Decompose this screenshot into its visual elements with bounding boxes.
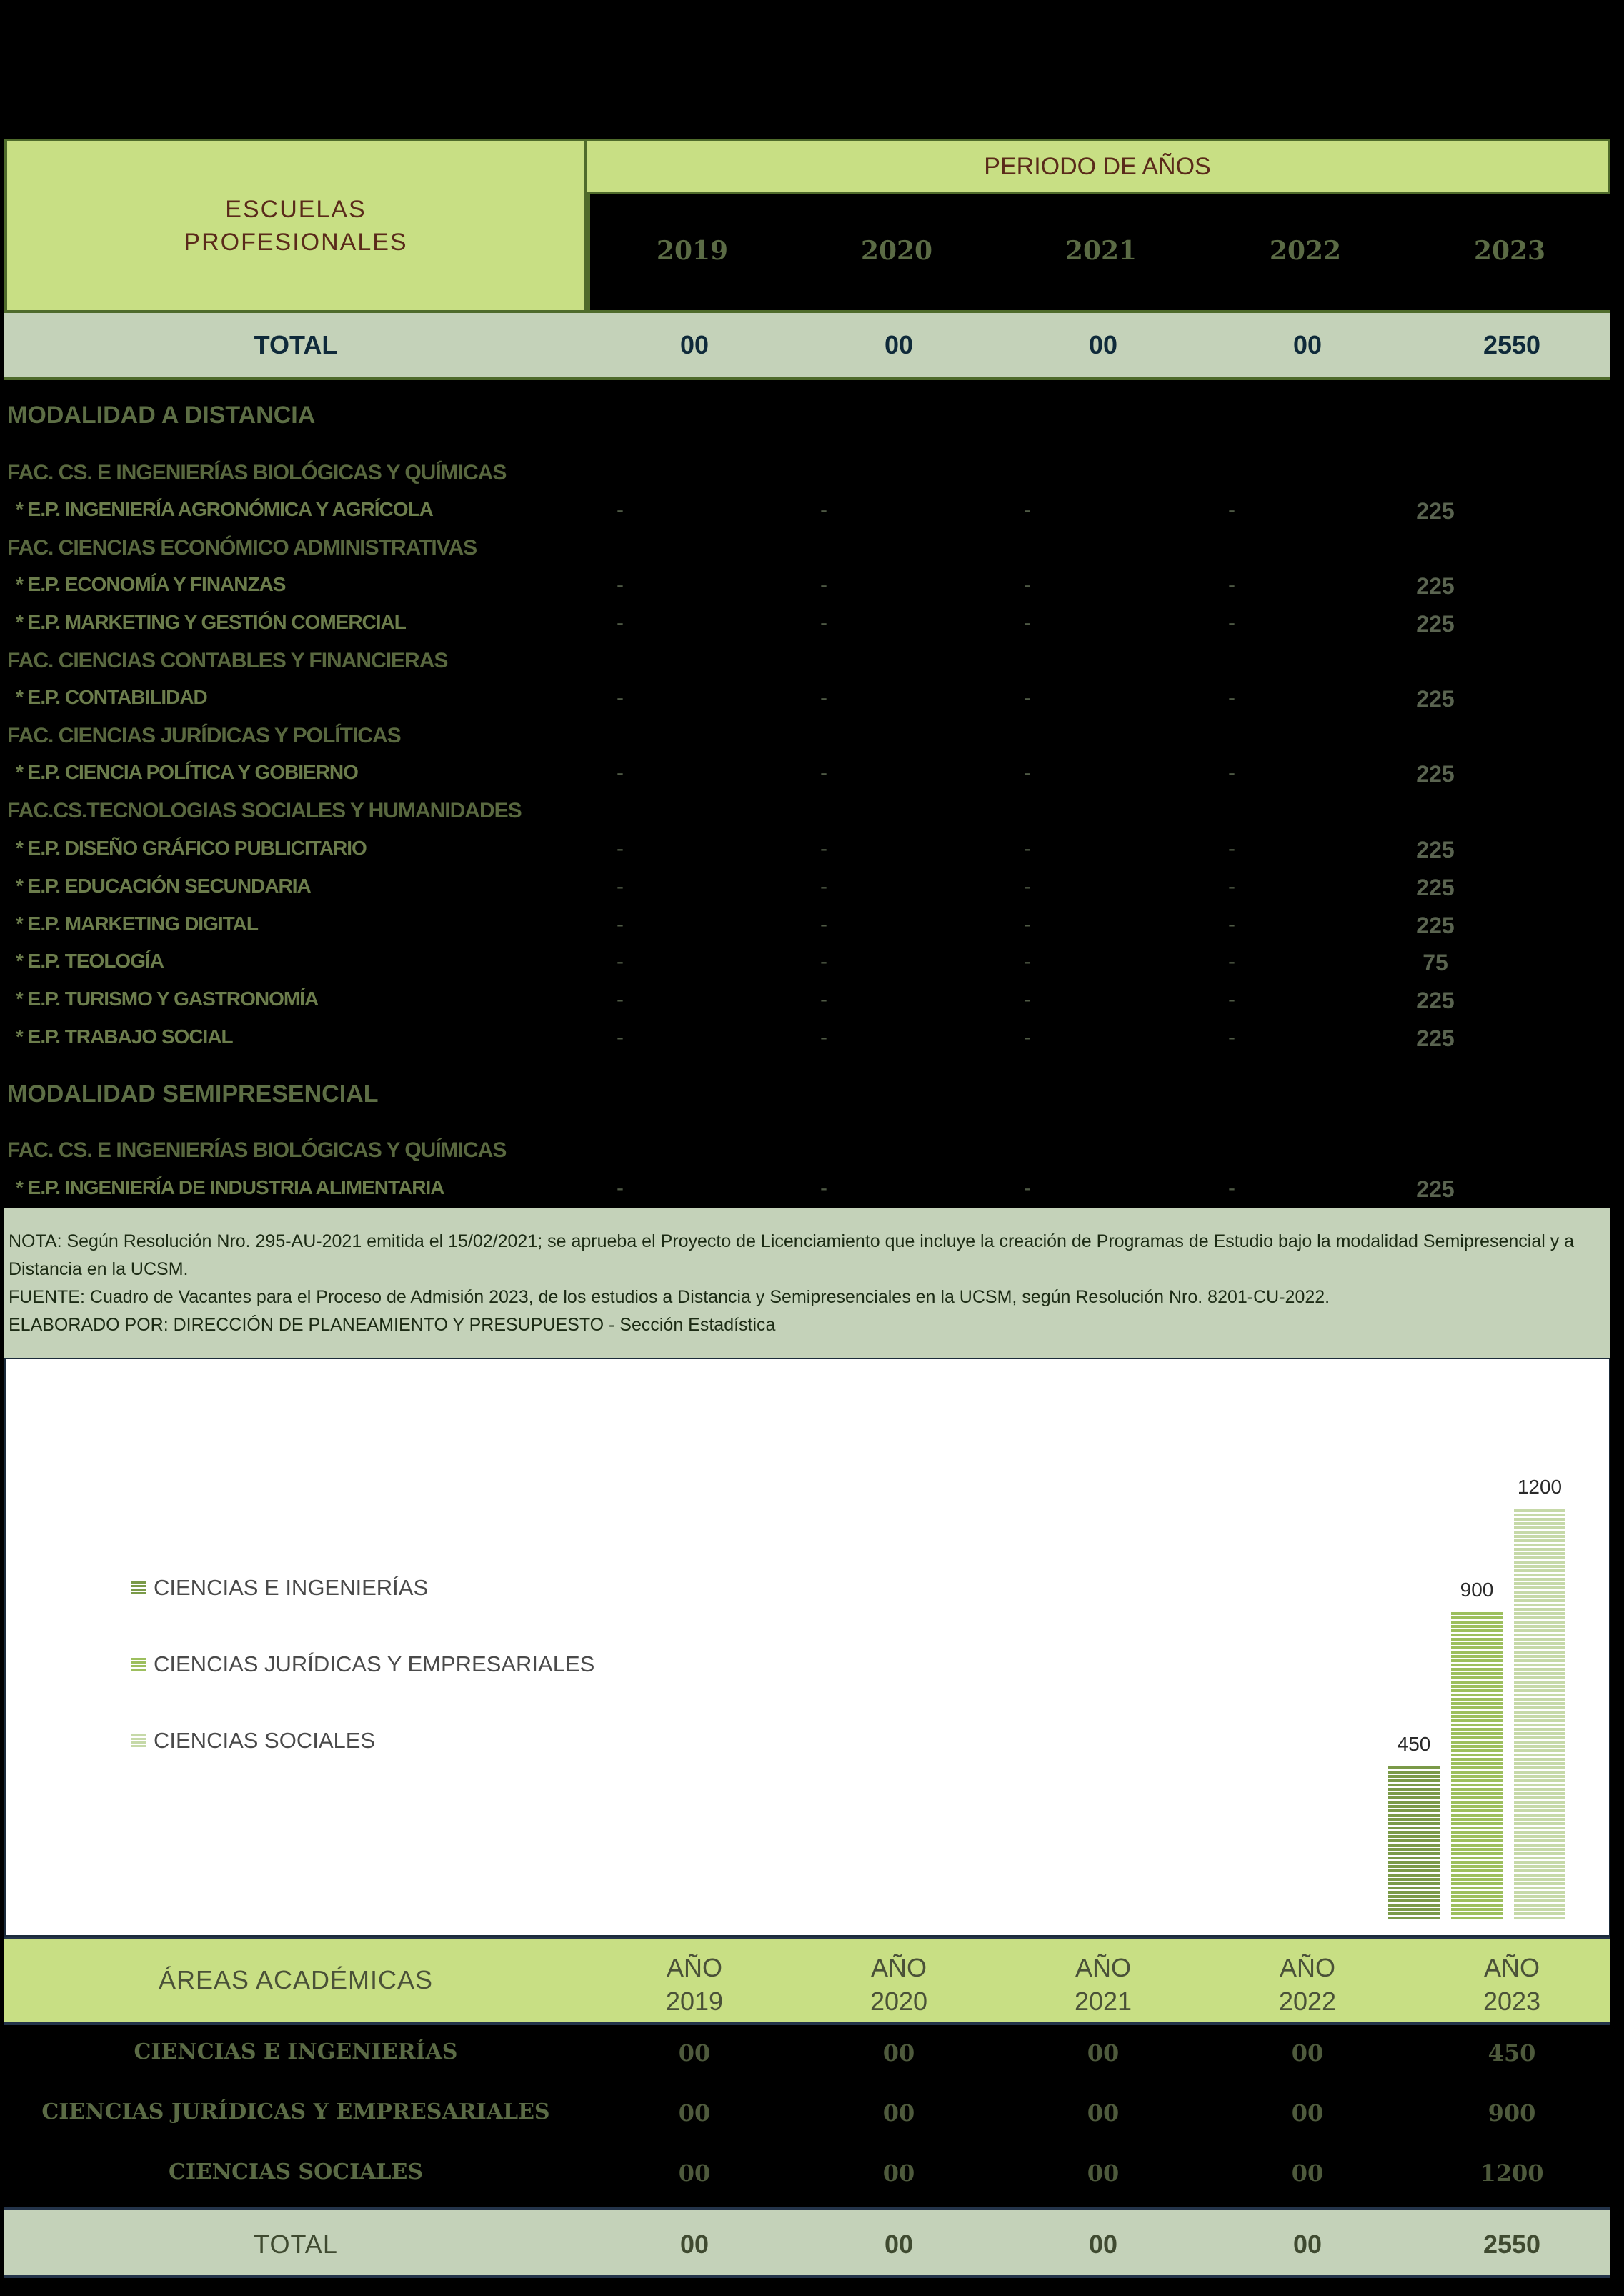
school-row: [0, 761, 1624, 797]
school-value: -: [1024, 686, 1031, 710]
school-value: -: [1024, 1176, 1031, 1200]
periodo-header: PERIODO DE AÑOS: [587, 139, 1610, 194]
school-value: -: [617, 988, 624, 1011]
school-value: -: [1024, 913, 1031, 936]
school-value: -: [1024, 950, 1031, 973]
area-value: 00: [678, 2039, 711, 2067]
school-value: 225: [1416, 913, 1455, 938]
bar-2: [1514, 1509, 1565, 1921]
school-value: 225: [1416, 686, 1455, 712]
area-value: 00: [882, 2099, 915, 2127]
school-value: -: [1024, 988, 1031, 1011]
school-value: -: [1228, 686, 1235, 710]
school-row: [0, 875, 1624, 910]
escuelas-header-line2: PROFESIONALES: [184, 229, 408, 256]
school-name: * E.P. CONTABILIDAD: [16, 686, 207, 708]
school-value: 225: [1416, 611, 1455, 637]
school-value: 225: [1416, 573, 1455, 599]
areas-year-2020: AÑO 2020: [870, 1953, 928, 2016]
school-value: -: [1228, 988, 1235, 1011]
total-row: [4, 313, 1610, 380]
school-value: -: [1024, 1025, 1031, 1049]
school-value: -: [820, 1025, 827, 1049]
area-value: 900: [1488, 2099, 1536, 2127]
total-2019: 00: [679, 330, 709, 359]
source-line: FUENTE: Cuadro de Vacantes para el Proceso de Admisión 2023, de los estudios a Distancia y Semipresenciales en la UCSM, según Resolución Nro. 8201-CU-2022.: [9, 1287, 1330, 1307]
school-value: -: [1228, 1025, 1235, 1049]
school-value: -: [1228, 761, 1235, 785]
school-value: -: [1024, 761, 1031, 785]
areas-total-2021: 00: [1088, 2230, 1118, 2259]
school-row: [0, 837, 1624, 873]
areas-total-2020: 00: [884, 2230, 914, 2259]
escuelas-header: [4, 139, 587, 313]
note-line: Distancia en la UCSM.: [9, 1259, 189, 1279]
author-line: ELABORADO POR: DIRECCIÓN DE PLANEAMIENTO Y PRESUPUESTO - Sección Estadística: [9, 1315, 776, 1335]
school-value: 225: [1416, 498, 1455, 524]
areas-total-label: TOTAL: [254, 2230, 338, 2259]
school-name: * E.P. INGENIERÍA AGRONÓMICA Y AGRÍCOLA: [16, 498, 433, 520]
school-value: -: [1228, 498, 1235, 522]
school-value: -: [617, 573, 624, 597]
area-value: 00: [1291, 2099, 1324, 2127]
area-name: CIENCIAS SOCIALES: [168, 2160, 424, 2185]
years-header: [587, 194, 1610, 313]
school-value: -: [617, 1025, 624, 1049]
area-value: 00: [1087, 2160, 1120, 2187]
school-value: -: [617, 761, 624, 785]
school-value: 225: [1416, 761, 1455, 787]
school-row: [0, 988, 1624, 1023]
school-value: -: [617, 1176, 624, 1200]
faculty-heading: FAC. CIENCIAS CONTABLES Y FINANCIERAS: [7, 649, 448, 672]
total-label: TOTAL: [254, 330, 338, 359]
total-2023: 2550: [1483, 330, 1541, 359]
school-name: * E.P. INGENIERÍA DE INDUSTRIA ALIMENTARIA: [16, 1176, 444, 1198]
school-value: 225: [1416, 875, 1455, 900]
school-value: 225: [1416, 1176, 1455, 1202]
school-value: -: [820, 988, 827, 1011]
school-row: [0, 1025, 1624, 1061]
area-value: 00: [1087, 2099, 1120, 2127]
school-value: -: [1228, 1176, 1235, 1200]
school-value: 225: [1416, 1025, 1455, 1051]
area-row: [4, 2085, 1610, 2145]
areas-title: ÁREAS ACADÉMICAS: [158, 1965, 434, 1994]
school-name: * E.P. MARKETING Y GESTIÓN COMERCIAL: [16, 611, 406, 633]
school-row: [0, 611, 1624, 647]
school-value: -: [820, 875, 827, 898]
year-2022: 2022: [1269, 236, 1342, 266]
year-2019: 2019: [656, 236, 729, 266]
school-value: -: [1024, 837, 1031, 860]
area-value: 00: [1087, 2039, 1120, 2067]
school-value: -: [820, 611, 827, 635]
year-2020: 2020: [860, 236, 933, 266]
area-value: 00: [882, 2160, 915, 2187]
faculty-heading: FAC. CS. E INGENIERÍAS BIOLÓGICAS Y QUÍMICAS: [7, 1138, 507, 1162]
school-value: -: [1228, 875, 1235, 898]
school-name: * E.P. TEOLOGÍA: [16, 950, 164, 972]
school-value: -: [1228, 573, 1235, 597]
school-name: * E.P. EDUCACIÓN SECUNDARIA: [16, 875, 311, 897]
total-2022: 00: [1292, 330, 1322, 359]
school-name: * E.P. MARKETING DIGITAL: [16, 913, 258, 935]
school-value: -: [1024, 875, 1031, 898]
note-line: NOTA: Según Resolución Nro. 295-AU-2021 emitida el 15/02/2021; se aprueba el Proyecto de Licenciamiento que incluye la creación de Programas de Estudio bajo la modalidad Semipresencial y a: [9, 1231, 1575, 1251]
school-name: * E.P. CIENCIA POLÍTICA Y GOBIERNO: [16, 761, 358, 783]
bar-1: [1451, 1612, 1503, 1921]
area-value: 450: [1488, 2039, 1536, 2067]
area-value: 00: [678, 2160, 711, 2187]
total-2020: 00: [884, 330, 914, 359]
areas-header: [4, 1937, 1610, 2025]
areas-year-2019: AÑO 2019: [665, 1953, 724, 2016]
school-value: -: [820, 950, 827, 973]
legend-label: CIENCIAS E INGENIERÍAS: [154, 1575, 429, 1600]
areas-total-2022: 00: [1292, 2230, 1322, 2259]
school-value: -: [617, 611, 624, 635]
faculty-heading: FAC.CS.TECNOLOGIAS SOCIALES Y HUMANIDADES: [7, 799, 522, 823]
area-value: 00: [1291, 2160, 1324, 2187]
section-distancia: MODALIDAD A DISTANCIA: [7, 402, 316, 429]
school-value: -: [820, 837, 827, 860]
year-2021: 2021: [1065, 236, 1137, 266]
section-semipresencial: MODALIDAD SEMIPRESENCIAL: [7, 1080, 379, 1108]
area-value: 00: [678, 2099, 711, 2127]
areas-total-2019: 00: [679, 2230, 709, 2259]
school-value: -: [820, 573, 827, 597]
school-value: 75: [1423, 950, 1448, 975]
legend-label: CIENCIAS SOCIALES: [154, 1728, 376, 1753]
total-2021: 00: [1088, 330, 1118, 359]
school-row: [0, 498, 1624, 534]
school-value: -: [1228, 913, 1235, 936]
school-value: -: [1228, 950, 1235, 973]
areas-year-2023: AÑO 2023: [1483, 1953, 1541, 2016]
school-value: -: [617, 913, 624, 936]
notes-box: [4, 1208, 1610, 1358]
chart-plot: [6, 1359, 1609, 1935]
faculty-heading: FAC. CS. E INGENIERÍAS BIOLÓGICAS Y QUÍMICAS: [7, 461, 507, 484]
school-row: [0, 573, 1624, 609]
faculty-heading: FAC. CIENCIAS ECONÓMICO ADMINISTRATIVAS: [7, 536, 477, 560]
area-value: 1200: [1480, 2160, 1544, 2187]
year-2023: 2023: [1473, 236, 1546, 266]
school-name: * E.P. DISEÑO GRÁFICO PUBLICITARIO: [16, 837, 367, 859]
school-value: -: [1024, 573, 1031, 597]
school-name: * E.P. TRABAJO SOCIAL: [16, 1025, 233, 1048]
bar-value-label: 1200: [1517, 1476, 1563, 1498]
school-name: * E.P. ECONOMÍA Y FINANZAS: [16, 573, 286, 595]
school-value: -: [617, 950, 624, 973]
school-value: -: [1228, 611, 1235, 635]
areas-year-2022: AÑO 2022: [1278, 1953, 1337, 2016]
school-value: -: [617, 686, 624, 710]
school-row: [0, 1176, 1624, 1212]
legend-label: CIENCIAS JURÍDICAS Y EMPRESARIALES: [154, 1651, 595, 1676]
escuelas-header-line1: ESCUELAS: [225, 196, 367, 223]
area-name: CIENCIAS JURÍDICAS Y EMPRESARIALES: [41, 2099, 550, 2124]
bar-chart: [4, 1358, 1610, 1937]
area-row: [4, 2025, 1610, 2085]
school-value: -: [820, 761, 827, 785]
areas-total-row: [4, 2207, 1610, 2278]
school-value: -: [1024, 498, 1031, 522]
area-name: CIENCIAS E INGENIERÍAS: [134, 2039, 458, 2064]
school-value: -: [820, 498, 827, 522]
school-value: -: [820, 913, 827, 936]
school-value: 225: [1416, 988, 1455, 1013]
faculty-heading: FAC. CIENCIAS JURÍDICAS Y POLÍTICAS: [7, 724, 401, 747]
school-value: -: [617, 875, 624, 898]
area-row: [4, 2145, 1610, 2205]
school-name: * E.P. TURISMO Y GASTRONOMÍA: [16, 988, 319, 1010]
bar-0: [1388, 1766, 1440, 1921]
school-value: -: [1228, 837, 1235, 860]
school-row: [0, 686, 1624, 722]
school-value: 225: [1416, 837, 1455, 863]
areas-total-2023: 2550: [1483, 2230, 1541, 2259]
area-value: 00: [882, 2039, 915, 2067]
school-value: -: [820, 1176, 827, 1200]
areas-year-2021: AÑO 2021: [1074, 1953, 1132, 2016]
school-value: -: [617, 837, 624, 860]
school-value: -: [820, 686, 827, 710]
school-row: [0, 950, 1624, 985]
school-value: -: [617, 498, 624, 522]
bar-value-label: 450: [1397, 1733, 1431, 1755]
school-row: [0, 913, 1624, 948]
area-value: 00: [1291, 2039, 1324, 2067]
school-value: -: [1024, 611, 1031, 635]
bar-value-label: 900: [1460, 1579, 1494, 1601]
